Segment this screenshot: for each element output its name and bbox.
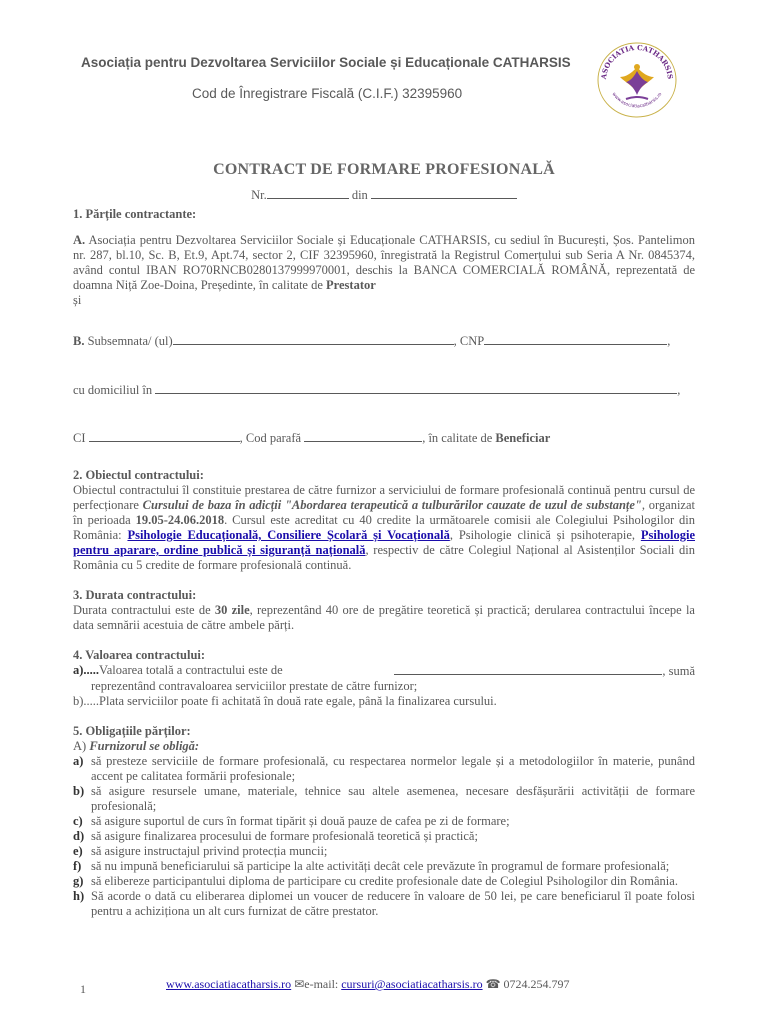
party-a-paragraph	[73, 233, 695, 293]
duration-paragraph	[73, 603, 695, 633]
id-line	[73, 430, 695, 446]
cnp-blank[interactable]	[484, 333, 667, 345]
footer-contacts	[166, 977, 570, 992]
obligation-text: să asigure instructajul privind protecția muncii;	[91, 844, 328, 858]
address-line: cu domiciliul în ,	[73, 383, 681, 397]
contract-title: CONTRACT DE FORMARE PROFESIONALĂ	[213, 161, 555, 178]
duration-text-1: Durata contractului este de	[73, 603, 211, 617]
value-text-2: , sumă	[662, 664, 695, 678]
nr-blank[interactable]	[267, 187, 349, 199]
page-footer	[0, 977, 768, 996]
obligations-list	[73, 754, 695, 919]
section-heading: 2. Obiectul contractului:	[73, 468, 204, 482]
section-heading: 4. Valoarea contractului:	[73, 648, 206, 662]
party-a-text: Asociația pentru Dezvoltarea Serviciilor Sociale și Educaționale CATHARSIS, cu sediul în București, Șos. Pantelimon nr. 287, bl.10, Sc. B, Et.9, Apt.74, sector 2, CIF 32395960, înregistrată la Registrul Comerțului sub Seria A Nr. 0845374, având contul IBAN RO70RNCB0280137999970001, deschis la BANCA COMERCIALĂ ROMÂNĂ, reprezentată de doamna Niță Zoe-Doina, Președinte, în calitate de	[73, 233, 695, 292]
object-text-2: , organizat în perioada	[73, 498, 696, 527]
value-item-a-key: a).....	[73, 663, 100, 677]
page-number: 1	[80, 982, 86, 996]
catharsis-logo	[596, 41, 678, 119]
section-heading: 3. Durata contractului:	[73, 588, 197, 602]
party-b-label: B.	[73, 334, 85, 348]
value-amount-wrap	[394, 663, 695, 679]
phone-number: 0724.254.797	[503, 977, 570, 991]
organization-name: Asociația pentru Dezvoltarea Serviciilor Sociale și Educaționale CATHARSIS	[81, 55, 571, 70]
object-paragraph	[73, 483, 695, 573]
obligation-text: să presteze serviciile de formare profesională, cu respectarea normelor legale și a metodologiilor în materie, punând accent pe calitatea formării profesionale;	[91, 754, 695, 783]
quality-label: , în calitate de	[422, 431, 493, 445]
obligation-item	[73, 829, 695, 844]
object-text-4: , Psihologie clinică și psihoterapie,	[449, 528, 635, 542]
fiscal-code: Cod de Înregistrare Fiscală (C.I.F.) 32395960	[192, 86, 463, 101]
obligation-key: b)	[73, 784, 85, 798]
obligation-key: f)	[73, 859, 82, 873]
obligation-key: h)	[73, 889, 85, 903]
obligation-key: c)	[73, 814, 83, 828]
commission-link-defense[interactable]: Psihologie pentru aparare, ordine publică și siguranță națională	[73, 528, 696, 557]
value-item-a	[73, 663, 695, 679]
ci-blank[interactable]	[89, 430, 240, 442]
obligation-key: a)	[73, 754, 84, 768]
cnp-label: , CNP	[453, 334, 485, 348]
obligation-key: d)	[73, 829, 85, 843]
phone-icon: ☎	[485, 977, 501, 991]
obligation-text: să elibereze participantului diploma de participare cu credite profesionale date de Colegiul Psihologilor din România.	[91, 874, 678, 888]
svg-text:ASOCIATIA CATHARSIS: ASOCIATIA CATHARSIS	[598, 42, 676, 80]
din-label: din	[351, 188, 368, 202]
party-a-role: Prestator	[326, 278, 376, 292]
contract-number-line	[0, 187, 768, 203]
value-text-1: Valoarea totală a contractului este de	[99, 663, 283, 677]
address-label: cu domiciliul în	[73, 383, 153, 397]
contract-body	[73, 207, 695, 919]
duration-text-2: , reprezentând 40 ore de pregătire teoretică și practică; derularea contractului începe la data semnării acestuia de către ambele părți.	[73, 603, 695, 632]
furnizor-key: A)	[73, 739, 87, 753]
party-b-role: Beneficiar	[495, 431, 551, 445]
duration-days: 30 zile	[214, 603, 250, 617]
course-period: 19.05-24.06.2018	[135, 513, 225, 527]
envelope-icon: ✉	[294, 977, 305, 991]
obligation-key: g)	[73, 874, 84, 888]
obligation-item	[73, 874, 695, 889]
obligation-text: să nu impună beneficiarului să participe la alte activități decât cele prevăzute în programul de formare profesională;	[91, 859, 670, 873]
obligation-text: Să acorde o dată cu eliberarea diplomei un voucer de reducere în valoare de 50 lei, pe care beneficiarul îl poate folosi pentru a achiziționa un alt curs furnizat de către prestator.	[91, 889, 695, 918]
cod-parafa-label: , Cod parafă	[239, 431, 302, 445]
section-heading: 1. Părțile contractante:	[73, 207, 197, 221]
obligation-text: să asigure finalizarea procesului de formare profesională teoretică și practică;	[91, 829, 478, 843]
value-text-3: reprezentând contravaloarea serviciilor prestate de către furnizor;	[91, 679, 418, 693]
obligation-key: e)	[73, 844, 83, 858]
object-text-5: , respectiv de către Colegiul Național al Asistenților Sociali din România cu 5 credite de formare profesională continuă.	[73, 543, 695, 572]
cod-parafa-blank[interactable]	[304, 430, 422, 442]
party-a-label: A.	[73, 233, 86, 247]
object-text-1: Obiectul contractului îl constituie prestarea de către furnizor a serviciului de formare profesională continuă pentru cursul de perfecționare	[73, 483, 695, 512]
website-link[interactable]: www.asociatiacatharsis.ro	[166, 977, 292, 991]
furnizor-label: Furnizorul se obligă:	[89, 739, 200, 753]
value-item-b: b).....Plata serviciilor poate fi achitată în două rate egale, până la finalizarea cursului.	[73, 694, 497, 708]
date-blank[interactable]	[371, 187, 517, 199]
ci-label: CI	[73, 431, 86, 445]
obligation-text: să asigure suportul de curs în format tipărit și două pauze de cafea pe zi de formare;	[91, 814, 510, 828]
party-b-line: B. Subsemnata/ (ul) , CNP ,	[73, 334, 671, 348]
svg-text:www.asociatiacatharsis.ro: www.asociatiacatharsis.ro	[610, 91, 664, 110]
subsemnata-label: Subsemnata/ (ul)	[87, 334, 173, 348]
address-blank[interactable]	[155, 382, 677, 394]
furnizor-subheading	[73, 739, 695, 754]
obligation-item	[73, 754, 695, 784]
object-text-3: . Cursul este acreditat cu 40 credite la următoarele comisii ale Colegiului Psihologilor din România:	[73, 513, 695, 542]
value-item-a-text	[99, 663, 695, 679]
email-link[interactable]: cursuri@asociatiacatharsis.ro	[341, 977, 483, 991]
obligation-item	[73, 859, 695, 874]
value-blank[interactable]	[394, 663, 662, 675]
obligation-item	[73, 784, 695, 814]
course-name: Cursului de baza în adicții "Abordarea terapeutică a tulburărilor cauzate de uzul de substanțe"	[142, 498, 642, 512]
obligation-text: să asigure resursele umane, materiale, tehnice sau altele asemenea, necesare desfășurării activității de formare profesională;	[91, 784, 695, 813]
email-label: e-mail:	[304, 977, 339, 991]
nr-label: Nr.	[251, 188, 267, 202]
obligation-item	[73, 844, 695, 859]
commission-link-educational[interactable]: Psihologie Educațională, Consiliere Școlară și Vocațională	[127, 528, 450, 542]
obligation-item	[73, 889, 695, 919]
section-heading: 5. Obligațiile părților:	[73, 724, 191, 738]
and-text: și	[73, 293, 82, 307]
obligation-item	[73, 814, 695, 829]
name-blank[interactable]	[173, 333, 454, 345]
